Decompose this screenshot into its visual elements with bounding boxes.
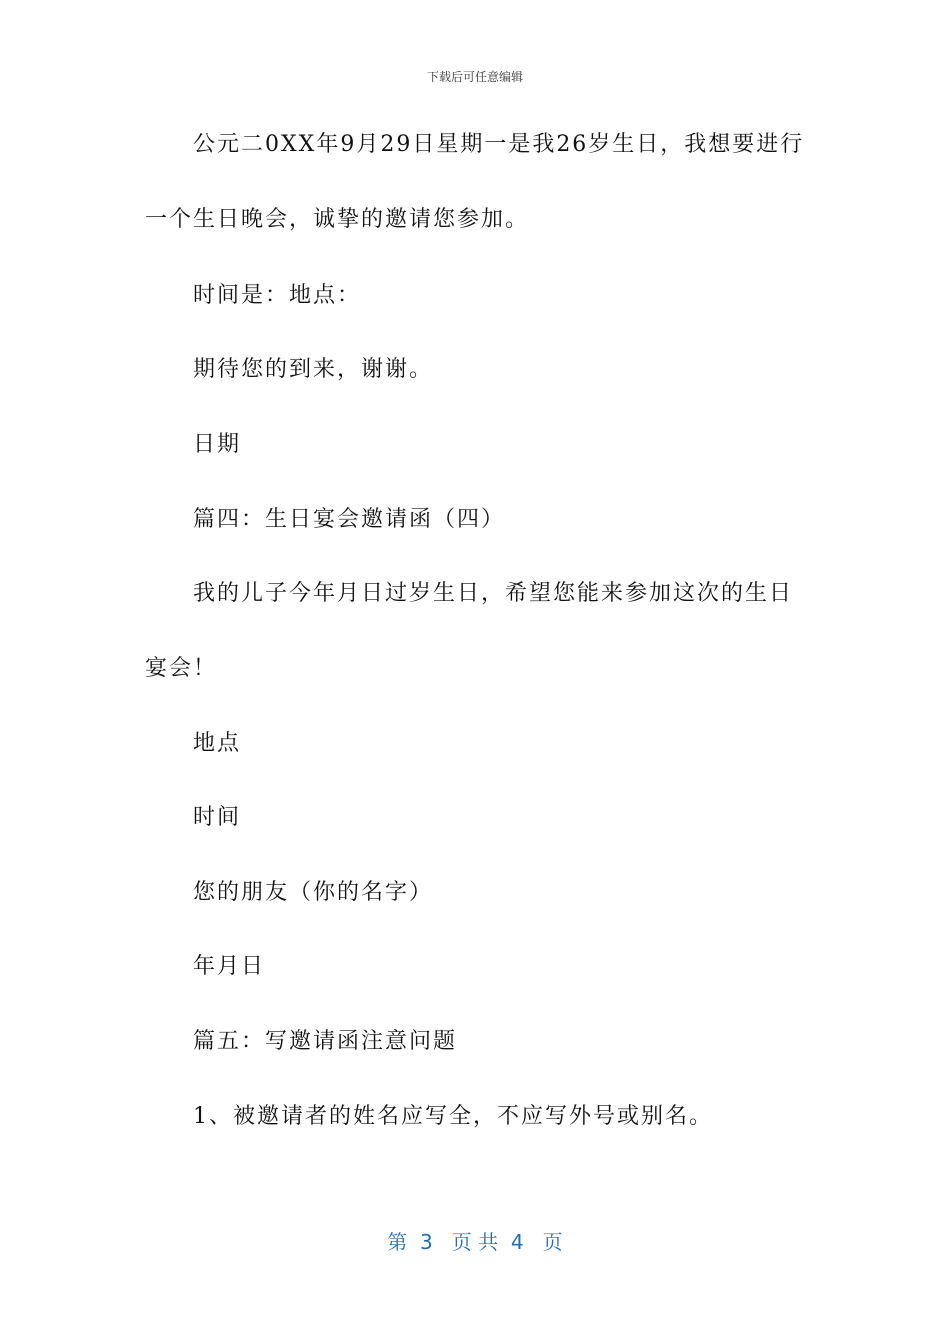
section-heading: 篇五：写邀请函注意问题 (193, 1029, 458, 1054)
paragraph: 日期 (193, 432, 242, 457)
paragraph: 时间 (193, 805, 242, 830)
section-heading: 篇四：生日宴会邀请函（四） (193, 507, 506, 532)
paragraph-line: 宴会！ (145, 656, 218, 681)
paragraph: 1、被邀请者的姓名应写全，不应写外号或别名。 (193, 1104, 713, 1129)
paragraph: 期待您的到来，谢谢。 (193, 357, 434, 382)
page-number-footer: 第 3 页 共 4 页 (387, 1230, 563, 1254)
paragraph-line: 公元二0XX年9月29日星期一是我26岁生日，我想要进行 (193, 132, 805, 157)
paragraph: 您的朋友（你的名字） (193, 880, 434, 905)
paragraph-line: 一个生日晚会，诚挚的邀请您参加。 (145, 207, 530, 232)
paragraph-line: 我的儿子今年月日过岁生日，希望您能来参加这次的生日 (193, 581, 794, 606)
paragraph: 地点 (193, 731, 242, 756)
header-note: 下载后可任意编辑 (426, 70, 523, 84)
paragraph: 时间是：地点： (193, 283, 362, 308)
paragraph: 年月日 (193, 954, 266, 979)
